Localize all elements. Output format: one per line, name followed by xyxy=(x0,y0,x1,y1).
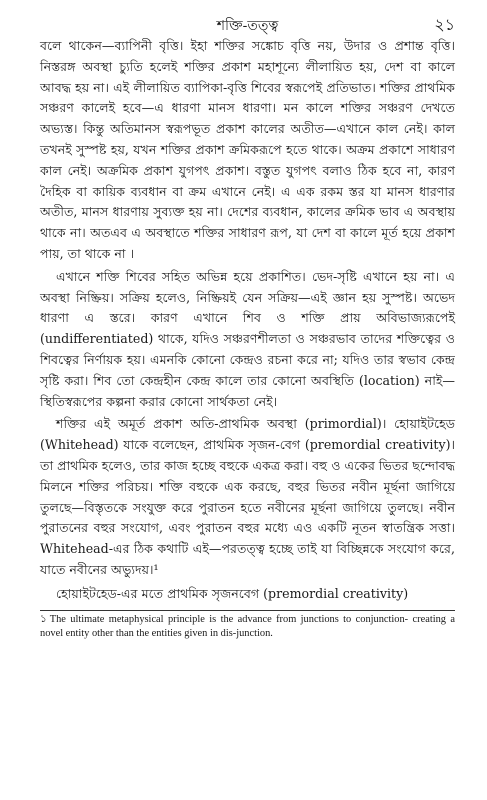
footnote-mark: ১ xyxy=(40,613,47,625)
section-subheading: হোয়াইটহেড-এর মতে প্রাথমিক সৃজনবেগ (premordial creativity) xyxy=(56,585,409,601)
page-header xyxy=(40,10,455,36)
page-number: ২১ xyxy=(434,15,455,34)
running-head: শক্তি-তত্ত্ব xyxy=(216,18,279,34)
paragraph-2: এখানে শক্তি শিবের সহিত অভিন্ন হয়ে প্রকাশিত। ভেদ-সৃষ্টি এখানে হয় না। এ অবস্থা নিষ্ক্রিয়। সক্রিয় হলেও, নিষ্ক্রিয়ই যেন সক্রিয়—এই জ্ঞান হয় সুস্পষ্ট। অভেদ ধারণা এ স্তরে। কারণ এখানে শিব ও শক্তি প্রায় অবিভাজ্যরূপেই (undifferentiated) থাকে, যদিও সঞ্চরণশীলতা ও সঞ্চরভাব তাদের শক্তিত্বের ও শিবত্বের নির্ণায়ক হয়। এমনকি কোনো কেন্দ্রও রচনা করে না; যদিও তার স্বভাব কেন্দ্র সৃষ্টি করা। শিব তো কেন্দ্রহীন কেন্দ্র কালে তার কোনো অবস্থিতি (location) নাই—স্থিতিস্বরূপের কল্পনা করার কোনো সার্থকতা নেই। xyxy=(40,268,455,409)
body-text xyxy=(40,36,455,581)
paragraph-3: শক্তির এই অমূর্ত প্রকাশ অতি-প্রাথমিক অবস্থা (primordial)। হোয়াইটহেড (Whitehead) যাকে বলেছেন, প্রাথমিক সৃজন-বেগ (premordial creativity)। তা প্রাথমিক হলেও, তার কাজ হচ্ছে বহুকে একত্র করা। বহু ও একের ভিতর ছন্দোবদ্ধ মিলনে শক্তির পরিচয়। শক্তি বহুকে এক করছে, বহুর ভিতর নবীন মূর্ছনা জাগিয়ে তুলছে—বিস্তৃতকে সংযুক্ত করে পুরাতন হতে নবীনের মূর্ছনা জাগিয়ে তুলছে। নবীন পুরাতনের বহুর সংযোগ, এবং পুরাতন বহুর মধ্যে এও একটি নূতন স্বাতন্ত্রিক সত্তা। Whitehead-এর ঠিক কথাটি এই—পরতত্ত্ব হচ্ছে তাই যা বিচ্ছিন্নকে সংযোগ করে, যাতে নবীনের অভ্যুদয়।¹ xyxy=(40,416,455,577)
footnote-text: The ultimate metaphysical principle is the advance from junctions to conjunction- creating a novel entity other than the entities given in dis-junction. xyxy=(40,613,455,639)
footnote-divider xyxy=(40,610,455,611)
footnote xyxy=(40,613,455,641)
paragraph-1: বলে থাকেন—ব্যাপিনী বৃত্তি। ইহা শক্তির সঙ্কোচ বৃত্তি নয়, উদার ও প্রশান্ত বৃত্তি। নিস্তরঙ্গ অবস্থা চ্যুতি হলেই শক্তির প্রকাশ মহাশূন্যে লীলায়িত হয়, দেশ বা কালে আবদ্ধ হয় না। এই লীলায়িত ব্যাপিকা-বৃত্তি শিবের স্বরূপেই প্রতিভাত। শক্তির প্রাথমিক সঞ্চরণ কালেই হবে—এ ধারণা মানস ধারণা। মন কালে শক্তির সঞ্চরণ দেখতে অভ্যস্ত। কিন্তু অতিমানস স্বরূপভূত প্রকাশ কালের অতীত—এখানে কাল নেই। কাল তখনই সুস্পষ্ট হয়, যখন শক্তির প্রকাশ ক্রমিকরূপে হতে থাকে। অক্রম প্রকাশে সাধারণ কাল নেই। অক্রমিক প্রকাশ যুগপৎ প্রকাশ। বস্তুত যুগপৎ বলাও ঠিক হবে না, কারণ দৈহিক বা কায়িক ব্যবধান বা ক্রম এখানে নেই। এ এক রকম স্তর যা মানস ধারণার অতীত, মানস ধারণায় সুব্যক্ত হয় না। দেশের ব্যবধান, কালের ক্রমিক ভাব এ অবস্থায় থাকে না। অতএব এ অবস্থাতে শক্তির সাধারণ রূপ, যা দেশ বা কালে মূর্ত হয়ে প্রকাশ পায়, তা থাকে না । xyxy=(40,38,455,261)
